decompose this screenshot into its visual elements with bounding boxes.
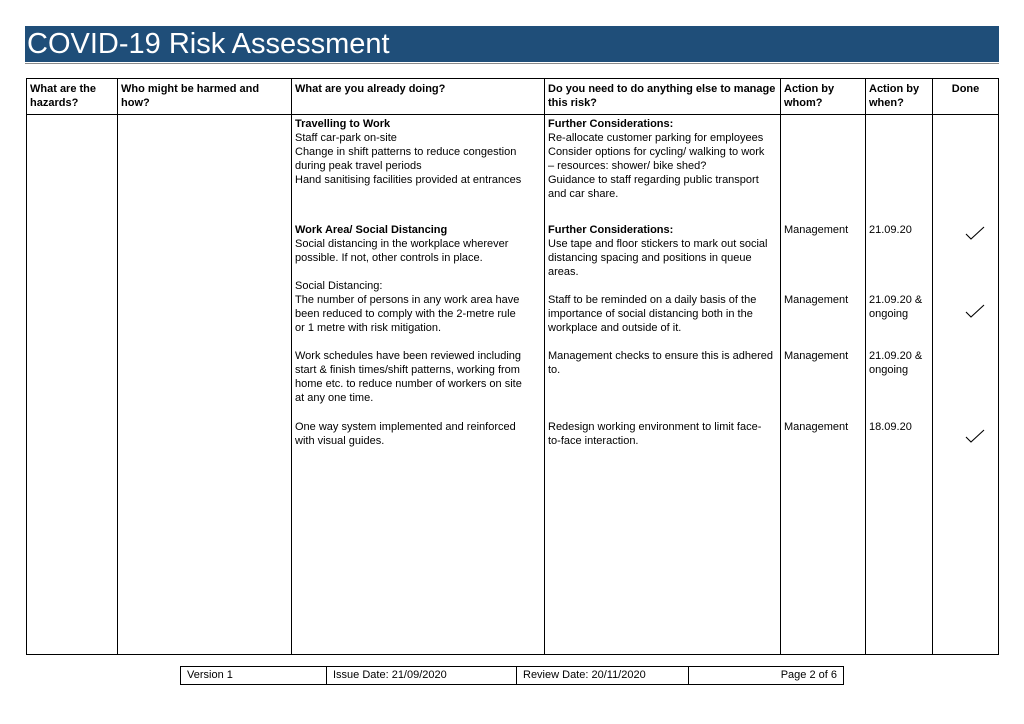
- text-line: start & finish times/shift patterns, working from: [295, 364, 520, 376]
- text-line: Staff to be reminded on a daily basis of the: [548, 294, 757, 306]
- action-date: ongoing: [869, 364, 909, 376]
- further-considerations-heading: Further Considerations:: [548, 118, 674, 130]
- text-line: Consider options for cycling/ walking to work: [548, 146, 765, 158]
- page-title: COVID-19 Risk Assessment: [25, 26, 999, 62]
- text-line: Change in shift patterns to reduce congestion: [295, 146, 517, 158]
- action-date: 21.09.20 &: [869, 294, 923, 306]
- further-considerations-heading: Further Considerations:: [548, 224, 674, 236]
- travel-heading: Travelling to Work: [295, 118, 391, 130]
- action-owner: Management: [784, 224, 849, 236]
- action-owner: Management: [784, 350, 849, 362]
- text-line: been reduced to comply with the 2-metre rule: [295, 308, 516, 320]
- text-line: One way system implemented and reinforced: [295, 421, 516, 433]
- text-line: possible. If not, other controls in place.: [295, 252, 483, 264]
- text-line: The number of persons in any work area have: [295, 294, 520, 306]
- header-done: Done: [933, 79, 999, 115]
- done-cell: [933, 115, 999, 655]
- work-area-heading: Work Area/ Social Distancing: [295, 224, 448, 236]
- action-owner: Management: [784, 421, 849, 433]
- action-date: 21.09.20 &: [869, 350, 923, 362]
- text-line: Redesign working environment to limit face-: [548, 421, 762, 433]
- footer-page-number: Page 2 of 6: [780, 669, 837, 681]
- header-action-by-whom: Action by whom?: [781, 79, 866, 115]
- risk-assessment-table: [26, 78, 999, 655]
- action-date: 21.09.20: [869, 224, 912, 236]
- text-line: during peak travel periods: [295, 160, 422, 172]
- who-harmed-cell: [118, 115, 292, 655]
- text-line: with visual guides.: [295, 435, 385, 447]
- text-line: workplace and outside of it.: [548, 322, 682, 334]
- text-line: Management checks to ensure this is adhered: [548, 350, 774, 362]
- action-date: 18.09.20: [869, 421, 912, 433]
- text-line: to-face interaction.: [548, 435, 639, 447]
- footer-version: Version 1: [181, 667, 327, 684]
- text-line: Use tape and floor stickers to mark out social: [548, 238, 768, 250]
- header-who-harmed: Who might be harmed and how?: [118, 79, 292, 115]
- text-line: Guidance to staff regarding public transport: [548, 174, 759, 186]
- document-footer: [180, 666, 844, 685]
- text-line: Staff car-park on-site: [295, 132, 397, 144]
- header-anything-else: Do you need to do anything else to manage this risk?: [545, 79, 781, 115]
- header-already-doing: What are you already doing?: [292, 79, 545, 115]
- action-by-whom-cell: [781, 115, 866, 655]
- text-line: Hand sanitising facilities provided at entrances: [295, 174, 522, 186]
- text-line: distancing spacing and positions in queue: [548, 252, 752, 264]
- text-line: at any one time.: [295, 392, 374, 404]
- header-action-by-when: Action by when?: [866, 79, 933, 115]
- hazards-cell: [27, 115, 118, 655]
- text-line: Work schedules have been reviewed including: [295, 350, 522, 362]
- footer-review-date: Review Date: 20/11/2020: [517, 667, 689, 684]
- text-line: Social Distancing:: [295, 280, 383, 292]
- table-row: [27, 115, 999, 655]
- title-divider: [25, 63, 999, 64]
- checkmark-icon: [964, 303, 986, 319]
- text-line: Re-allocate customer parking for employees: [548, 132, 764, 144]
- checkmark-icon: [964, 225, 986, 241]
- text-line: – resources: shower/ bike shed?: [548, 160, 707, 172]
- text-line: areas.: [548, 266, 579, 278]
- action-by-when-cell: [866, 115, 933, 655]
- action-date: ongoing: [869, 308, 909, 320]
- text-line: and car share.: [548, 188, 619, 200]
- text-line: importance of social distancing both in the: [548, 308, 753, 320]
- footer-issue-date: Issue Date: 21/09/2020: [327, 667, 517, 684]
- anything-else-cell: [545, 115, 781, 655]
- header-hazards: What are the hazards?: [27, 79, 118, 115]
- already-doing-cell: [292, 115, 545, 655]
- text-line: or 1 metre with risk mitigation.: [295, 322, 442, 334]
- text-line: home etc. to reduce number of workers on site: [295, 378, 522, 390]
- action-owner: Management: [784, 294, 849, 306]
- text-line: Social distancing in the workplace wherever: [295, 238, 509, 250]
- text-line: to.: [548, 364, 561, 376]
- checkmark-icon: [964, 428, 986, 444]
- table-header-row: [27, 79, 999, 115]
